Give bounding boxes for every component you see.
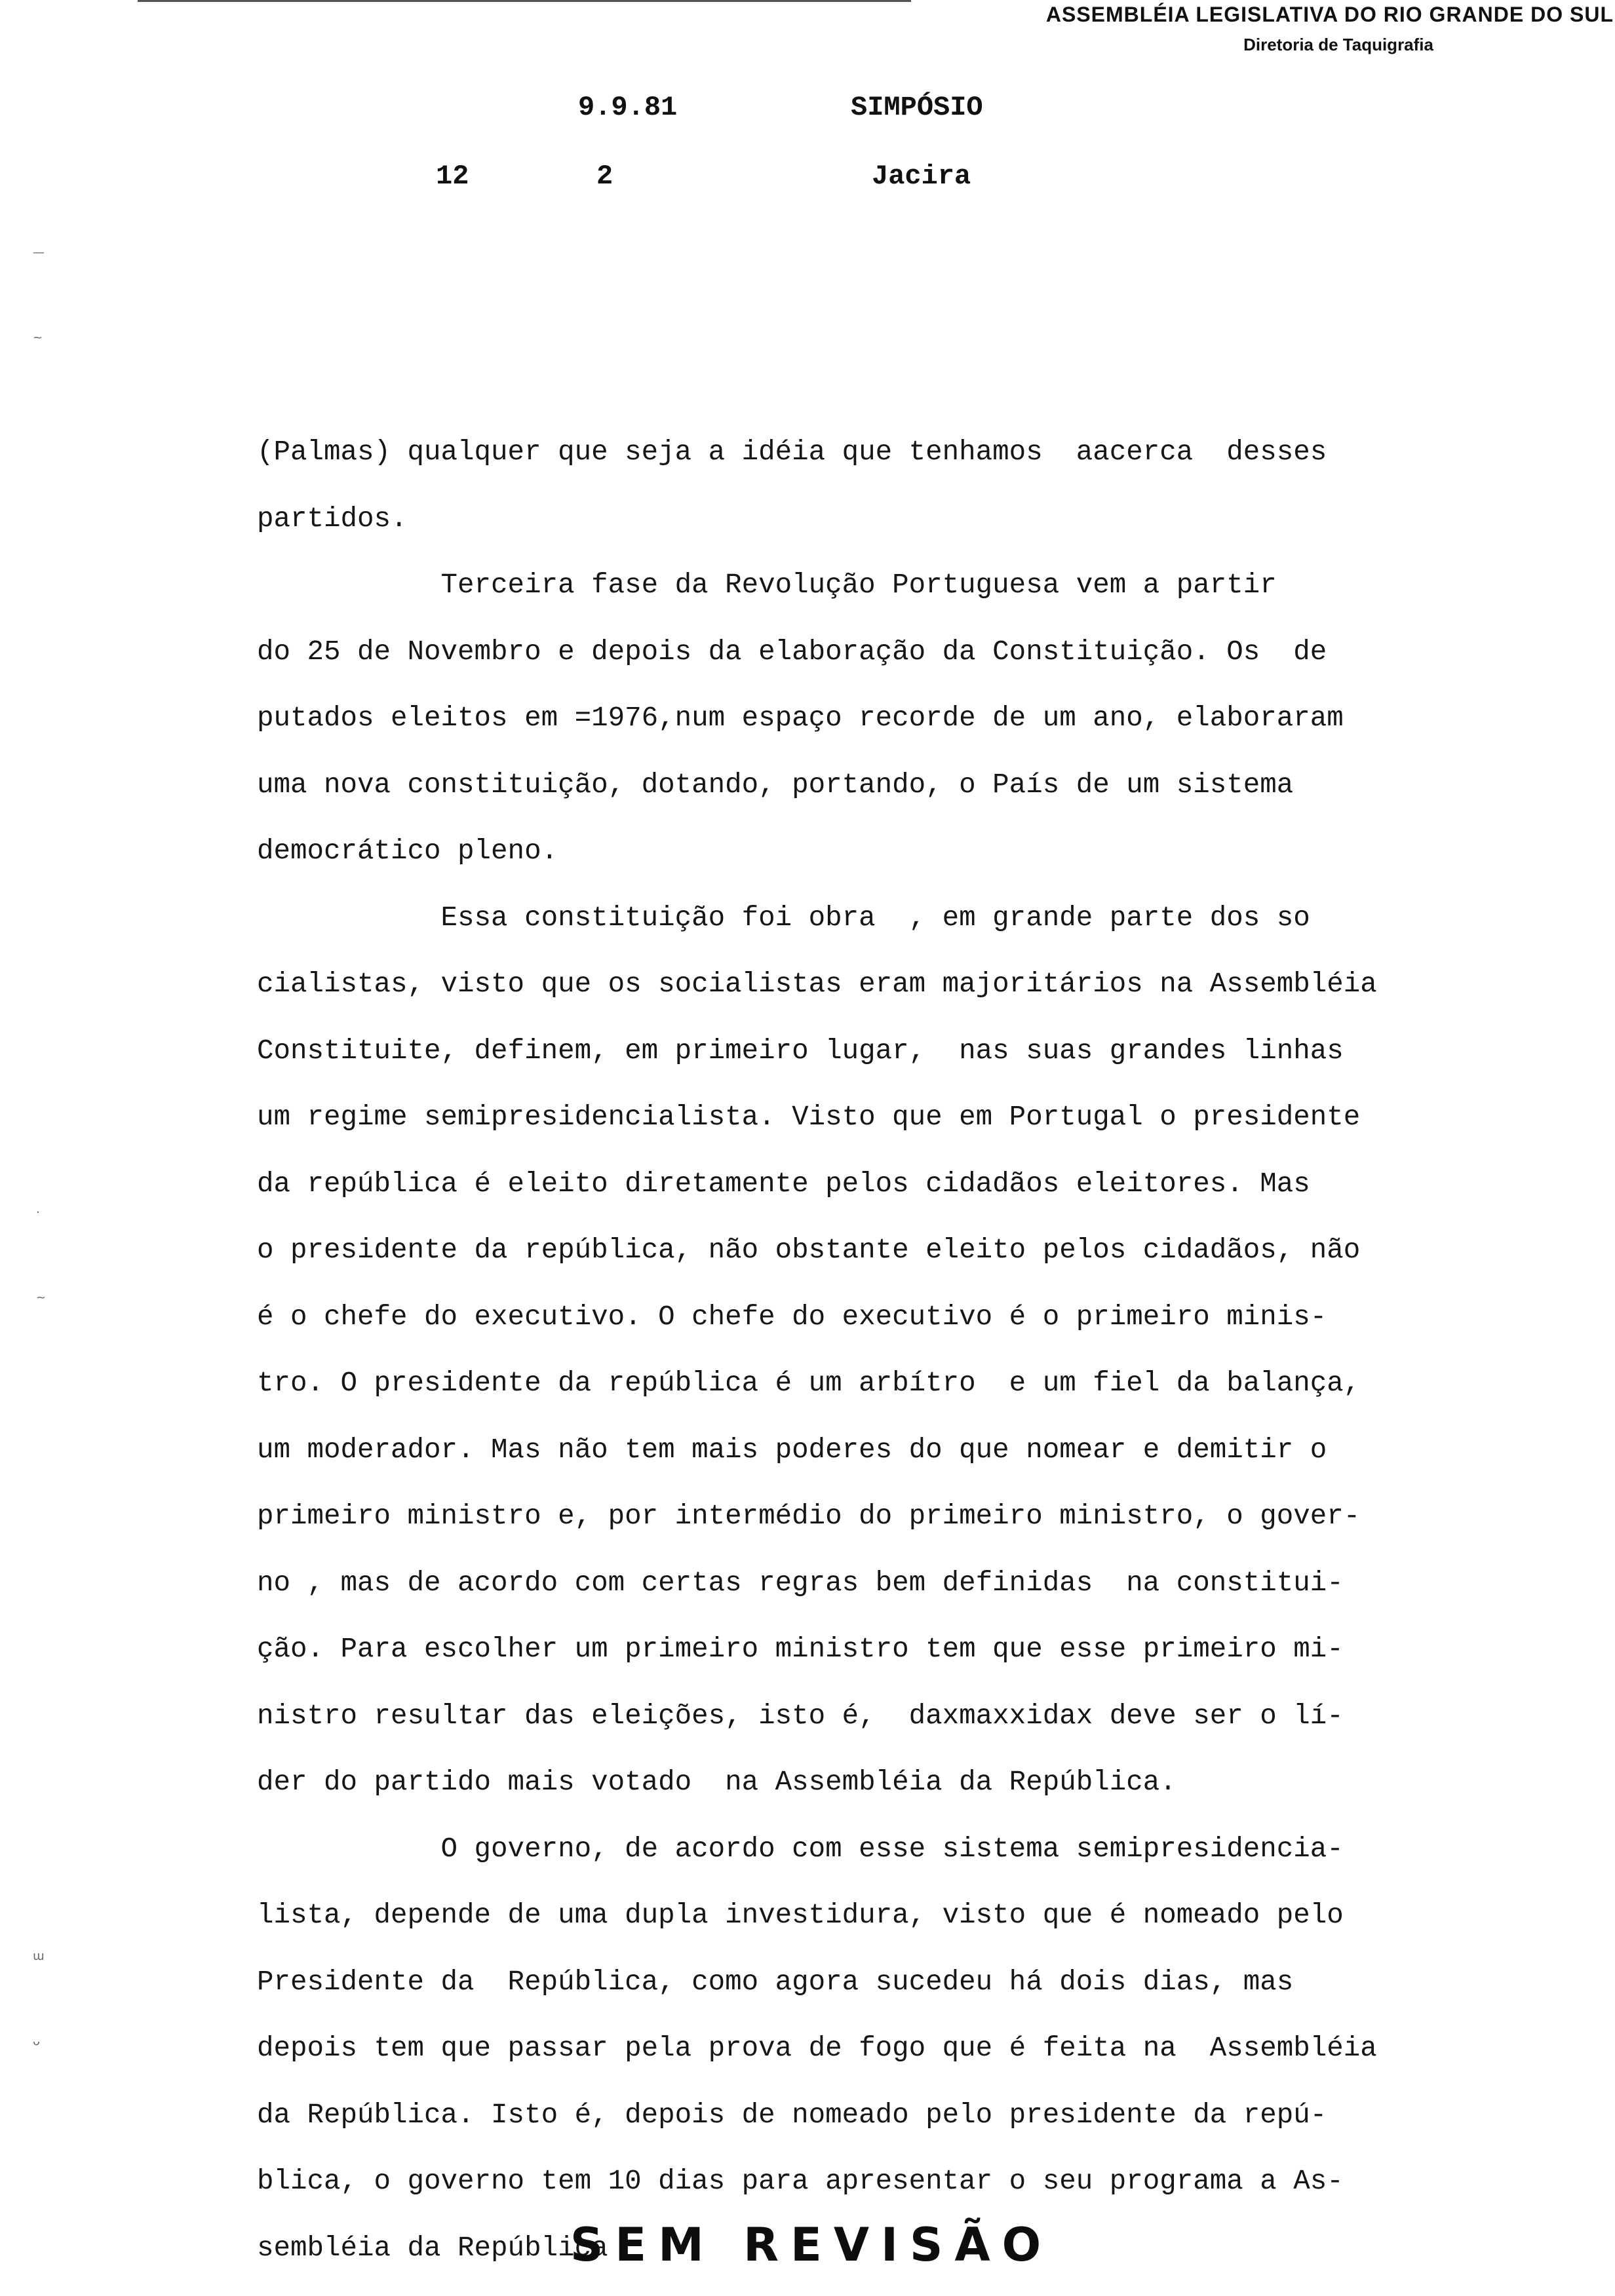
margin-mark: ~: [33, 331, 43, 345]
margin-mark: ɯ: [33, 1949, 45, 1963]
letterhead: [1046, 1, 1614, 56]
transcript-line: O governo, de acordo com esse sistema semipresidencia-: [257, 1833, 1344, 1865]
transcript-line: blica, o governo tem 10 dias para apresentar o seu programa a As-: [257, 2166, 1344, 2197]
session-date: 9.9.81: [578, 92, 678, 123]
transcript-line: cialistas, visto que os socialistas eram majoritários na Assembléia: [257, 968, 1377, 1000]
transcript-line: Presidente da República, como agora sucedeu há dois dias, mas: [257, 1966, 1294, 1998]
transcript-line: (Palmas) qualquer que seja a idéia que tenhamos aacerca desses: [257, 436, 1327, 468]
transcript-line: no , mas de acordo com certas regras bem definidas na constitui-: [257, 1567, 1344, 1599]
transcript-line: putados eleitos em =1976,num espaço recorde de um ano, elaboraram: [257, 702, 1344, 734]
transcript-line: Constituite, definem, em primeiro lugar, nas suas grandes linhas: [257, 1035, 1344, 1067]
transcript-line: Essa constituição foi obra , em grande parte dos so: [257, 902, 1310, 934]
transcript-line: democrático pleno.: [257, 835, 558, 867]
transcript-line: uma nova constituição, dotando, portando, o País de um sistema: [257, 769, 1294, 801]
transcript-line: um moderador. Mas não tem mais poderes do que nomear e demitir o: [257, 1434, 1327, 1466]
transcript-line: é o chefe do executivo. O chefe do executivo é o primeiro minis-: [257, 1301, 1327, 1333]
transcript-line: do 25 de Novembro e depois da elaboração da Constituição. Os de: [257, 636, 1327, 668]
transcript-line: da República. Isto é, depois de nomeado pelo presidente da repú-: [257, 2099, 1327, 2131]
margin-mark: ~: [36, 1291, 47, 1305]
stenographer-name: Jacira: [872, 161, 971, 192]
top-rule: [138, 0, 911, 2]
margin-mark: —: [33, 246, 45, 259]
transcript-line: lista, depende de uma dupla investidura, visto que é nomeado pelo: [257, 1900, 1344, 1931]
transcript-line: nistro resultar das eleições, isto é, daxmaxxidax deve ser o lí-: [257, 1700, 1344, 1732]
transcript-line: depois tem que passar pela prova de fogo que é feita na Assembléia: [257, 2033, 1377, 2064]
transcript-line: tro. O presidente da república é um arbítro e um fiel da balança,: [257, 1368, 1361, 1399]
margin-mark: ·: [36, 1206, 40, 1219]
transcript-line: sembléia da República: [257, 2232, 608, 2264]
transcript-line: da república é eleito diretamente pelos cidadãos eleitores. Mas: [257, 1168, 1310, 1200]
transcript-line: Terceira fase da Revolução Portuguesa vem a partir: [257, 569, 1277, 601]
transcript-body: [257, 419, 1581, 2282]
transcript-line: primeiro ministro e, por intermédio do primeiro ministro, o gover-: [257, 1501, 1361, 1532]
institution-name: ASSEMBLÉIA LEGISLATIVA DO RIO GRANDE DO SUL: [1045, 3, 1614, 26]
transcript-line: um regime semipresidencialista. Visto que em Portugal o presidente: [257, 1101, 1361, 1133]
sequence-number: 2: [596, 161, 613, 192]
event-title: SIMPÓSIO: [851, 92, 983, 123]
transcript-line: o presidente da república, não obstante eleito pelos cidadãos, não: [257, 1234, 1361, 1266]
sem-revisao-stamp: SEM REVISÃO: [570, 2218, 1053, 2272]
margin-mark: ᴗ: [33, 2035, 41, 2048]
transcript-line: der do partido mais votado na Assembléia da República.: [257, 1767, 1177, 1798]
transcript-line: partidos.: [257, 503, 408, 535]
department-name: Diretoria de Taquigrafia: [1243, 35, 1433, 54]
sheet-number: 12: [436, 161, 469, 192]
transcript-line: ção. Para escolher um primeiro ministro tem que esse primeiro mi-: [257, 1634, 1344, 1665]
